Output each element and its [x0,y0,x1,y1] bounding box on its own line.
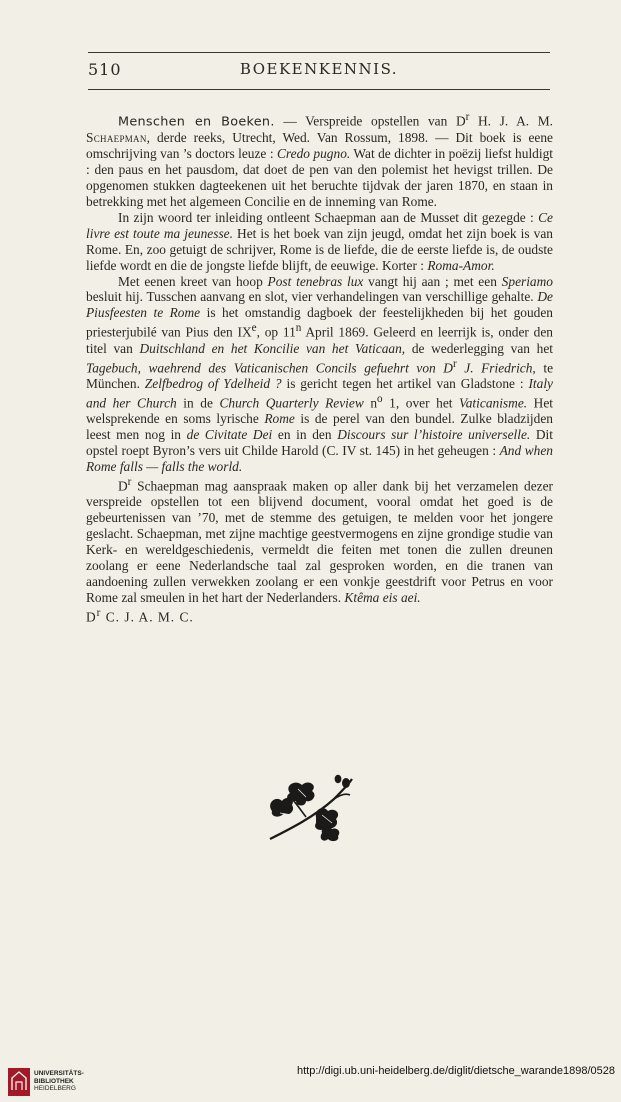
header-bottom-rule [88,89,550,90]
digitization-footer [0,1058,621,1102]
author-name: Schaepman [86,130,147,146]
header-top-rule [88,52,550,53]
paragraph-3: Met eenen kreet van hoop Post tenebras lux vangt hij aan ; met een Speriamo besluit hij. Tusschen aanvang en slot, vier verhandelingen van verschillige gehalte. De Piusfeesten te Rome is het omstandig dagboek der feestelijkheden bij het gouden priesterjubilé van Pius den IXe, op 11$^n$ April 1869. Geleerd en leerrijk is, onder den titel van Duitschland en het Koncilie van het Vaticaan, de wederlegging van het Tagebuch, waehrend des Vaticanischen Concils gefuehrt von $D^r$ J. Friedrich, te München. Zelfbedrog of Ydelheid ? is gericht tegen het artikel van Gladstone : Italy and her Church in de Church Quarterly Review $n^o$ 1, over het Vaticanisme. Het welsprekende en soms lyrische Rome is de perel van den bundel. Zulke bladzijden leest men nog in de Civitate Dei en in den Discours sur l’histoire universelle. Dit opstel roept Byron’s vers uit Childe Harold (C. IV st. 145) in het geheugen : And when Rome falls — falls the world. [86,273,554,474]
heidelberg-library-logo-icon [8,1068,30,1096]
source-url-link[interactable]: http://digi.ub.uni-heidelberg.de/diglit/dietsche_warande1898/0528 [296,1065,615,1077]
paragraph-2: In zijn woord ter inleiding ontleent Schaepman aan de Musset dit gezegde : Ce livre est toute ma jeunesse. Het is het boek van zijn jeugd, omdat het zijn boek is van Rome. En, zoo getuigt de schrijver, Rome is de liefde, die de eerste liefde is, de oudste liefde wordt en die de jongste liefde blijft, de eeuwige. Korter : Roma-Amor. [86,209,553,273]
byron-quote: And when Rome falls — falls the world. [86,443,553,474]
review-lead-title: Menschen en Boeken. [118,114,275,130]
page-number: 510 [88,60,122,79]
page-header [88,60,550,84]
oak-leaf-ornament-icon [262,773,358,845]
motto: Credo pugno. [276,146,351,162]
review-article [86,110,553,625]
library-name: UNIVERSITÄTS- BIBLIOTHEK HEIDELBERG [34,1070,84,1092]
signature: $D^r$ C. J. A. M. C. [86,606,194,624]
paragraph-1: Menschen en Boeken. — Verspreide opstellen van $D^r$ H. J. A. M. Schaepman, derde reeks, Utrecht, Wed. Van Rossum, 1898. — Dit boek is eene omschrijving van ’s doctors leuze : Credo pugno. Wat de dichter in poëzij liefst huldigt : den paus en het pausdom, dat doet de pen van den polemist het hevigst trillen. De opgenomen stukken dagteekenen uit het beruchte tijdvak der jaren 1870, en staan in betrekking met het algemeen Concilie en de inneming van Rome. [86,111,553,209]
running-title: BOEKENKENNIS. [239,60,399,78]
paragraph-4: $D^r$ Schaepman mag aanspraak maken op aller dank bij het verzamelen dezer verspreide opstellen tot een blijvend document, vooral omdat het goed is de gebeurtenissen van ’70, met de stemme des getuigen, te melden voor het jongere geslacht. Schaepman, met zijne machtige geestvermogens en zijne grondige studie van Kerk- en wereldgeschiedenis, vermeldt die feiten met tonen die zullen dreunen zoolang er eene Nederlandsche taal zal gesproken worden, en die tranen van aandoening zullen verwekken zoolang er een vonkje geestdrift voor Petrus en voor Rome zal smeulen in het hart der Nederlanders. Ktêma eis aei. [86,475,553,605]
